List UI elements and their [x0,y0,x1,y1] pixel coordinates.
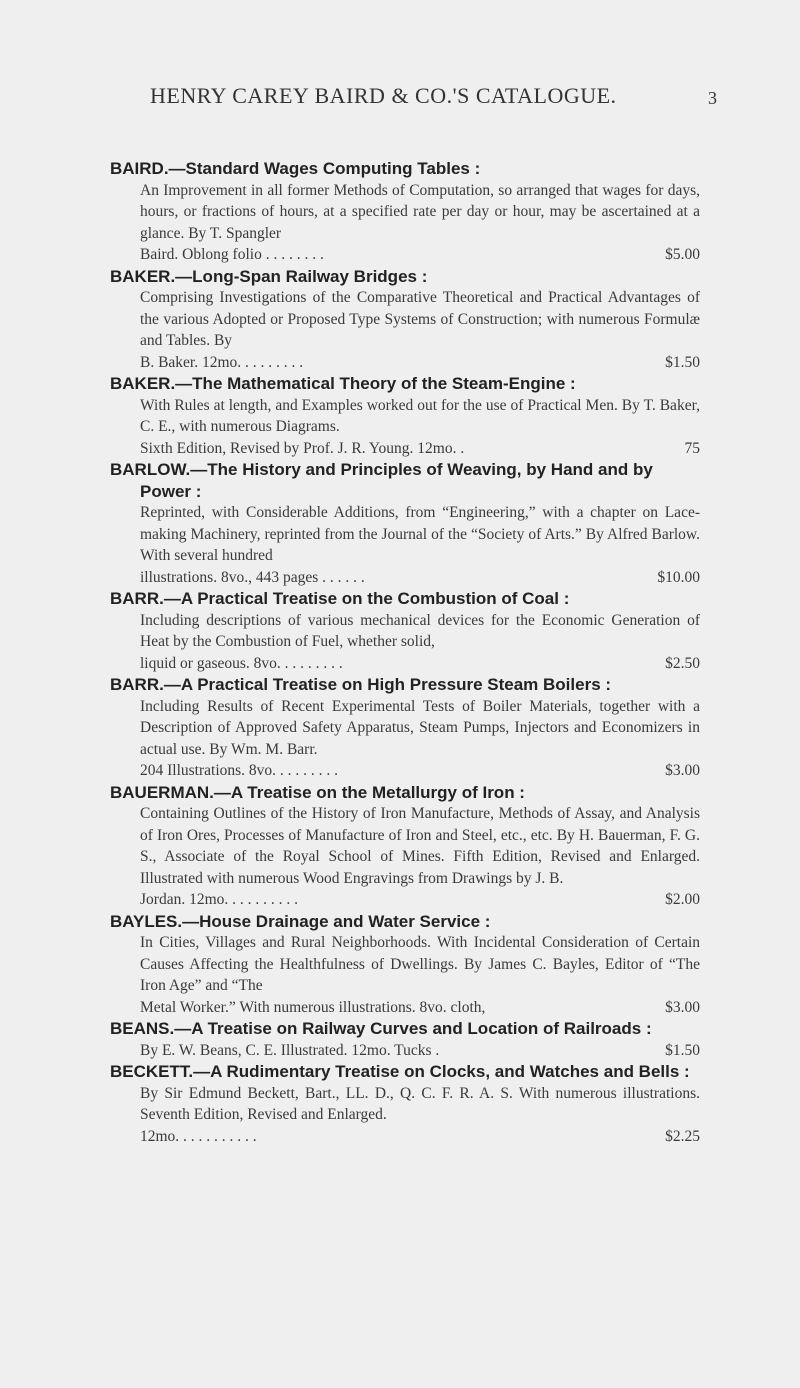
entry-price-line [140,567,700,589]
entry-price-line [140,438,700,460]
entry-price-line [140,1040,700,1062]
entry-price-line [140,889,700,911]
entry-edition: Metal Worker.” With numerous illustrations. 8vo. cloth, [140,998,486,1016]
entry-text: By Sir Edmund Beckett, Bart., LL. D., Q. C. F. R. A. S. With numerous illustrations. Seventh Edition, Revised and Enlarged. [140,1084,700,1123]
entry-price: 75 [684,439,700,457]
catalogue-entry [110,588,700,674]
entry-price: $1.50 [665,353,700,371]
entry-text: Comprising Investigations of the Comparative Theoretical and Practical Advantages of the various Adopted or Proposed Type Systems of Construction; with numerous Formulæ and Tables. By [140,289,700,349]
entry-edition: liquid or gaseous. 8vo. . . . . . . . . [140,654,343,672]
entry-heading: BEANS.—A Treatise on Railway Curves and Location of Railroads : [110,1019,652,1038]
entry-price-line [140,1126,700,1148]
entry-price-line [140,997,700,1019]
catalogue-entry [110,674,700,782]
entry-description [110,1083,700,1148]
entry-description [110,932,700,1018]
entry-heading: BARR.—A Practical Treatise on High Pressure Steam Boilers : [110,675,612,694]
entry-heading: BAKER.—The Mathematical Theory of the Steam-Engine : [110,374,576,393]
entry-description [110,803,700,911]
entry-text: In Cities, Villages and Rural Neighborhoods. With Incidental Consideration of Certain Causes Affecting the Healthfulness of Dwellings. By James C. Bayles, Editor of “The Iron Age” and “The [140,934,700,994]
entry-edition: Sixth Edition, Revised by Prof. J. R. Young. 12mo. . [140,439,465,457]
catalogue-entries [110,158,700,1147]
catalogue-entry [110,459,700,588]
entry-price-line [140,244,700,266]
entry-text: Reprinted, with Considerable Additions, from “Engineering,” with a chapter on Lace-making Machinery, reprinted from the Journal of the “Society of Arts.” By Alfred Barlow. With several hundred [140,504,700,564]
entry-description [110,502,700,588]
entry-edition: B. Baker. 12mo. . . . . . . . . [140,353,304,371]
entry-description [110,180,700,266]
entry-price: $5.00 [665,246,700,263]
entry-heading: BARR.—A Practical Treatise on the Combustion of Coal : [110,589,570,608]
entry-text: Containing Outlines of the History of Iron Manufacture, Methods of Assay, and Analysis of Iron Ores, Processes of Manufacture of Iron and Steel, etc., etc. By H. Bauerman, F. G. S., Associate of the Royal School of Mines. Fifth Edition, Revised and Enlarged. Illustrated with numerous Wood Engravings from Drawings by J. B. [140,805,700,887]
catalogue-entry [110,373,700,459]
catalogue-entry [110,266,700,374]
entry-heading: BAIRD.—Standard Wages Computing Tables : [110,159,481,178]
catalogue-entry [110,782,700,911]
entry-edition: By E. W. Beans, C. E. Illustrated. 12mo. Tucks . [140,1041,440,1059]
entry-price: $10.00 [657,568,700,586]
entry-price-line [140,352,700,374]
entry-heading: BECKETT.—A Rudimentary Treatise on Clocks, and Watches and Bells : [110,1062,690,1081]
entry-edition: Baird. Oblong folio . . . . . . . . [140,246,324,263]
entry-heading: BARLOW.—The History and Principles of Weaving, by Hand and by Power : [110,460,653,501]
entry-text: An Improvement in all former Methods of Computation, so arranged that wages for days, hours, or fractions of hours, at a specified rate per day or hour, may be ascertained at a glance. By T. Spangler [140,181,700,242]
entry-description [110,610,700,675]
entry-price-line [140,760,700,782]
catalogue-entry [110,158,700,266]
entry-heading: BAYLES.—House Drainage and Water Service : [110,911,491,931]
entry-price: $2.50 [665,654,700,672]
entry-edition: 12mo. . . . . . . . . . . [140,1127,257,1145]
entry-price: $1.50 [665,1041,700,1059]
entry-edition: Jordan. 12mo. . . . . . . . . . [140,891,299,908]
entry-description [110,395,700,460]
entry-heading: BAKER.—Long-Span Railway Bridges : [110,266,428,286]
page-number: 3 [708,88,717,108]
entry-price: $2.00 [665,891,700,908]
catalogue-entry [110,1061,700,1147]
entry-price: $3.00 [665,998,700,1016]
entry-text: Including Results of Recent Experimental Tests of Boiler Materials, together with a Description of Approved Safety Apparatus, Steam Pumps, Injectors and Economizers in actual use. By Wm. M. Barr. [140,697,700,758]
entry-text: Including descriptions of various mechanical devices for the Economic Generation of Heat by the Combustion of Fuel, whether solid, [140,611,700,650]
entry-description [110,696,700,782]
entry-description [110,287,700,373]
entry-price: $2.25 [665,1127,700,1145]
running-header: HENRY CAREY BAIRD & CO.'S CATALOGUE. [150,83,617,108]
catalogue-entry [110,911,700,1019]
entry-price-line [140,653,700,675]
entry-edition: illustrations. 8vo., 443 pages . . . . . . [140,568,365,586]
catalogue-entry [110,1018,700,1061]
entry-edition: 204 Illustrations. 8vo. . . . . . . . . [140,762,339,779]
entry-text: With Rules at length, and Examples worked out for the use of Practical Men. By T. Baker, C. E., with numerous Diagrams. [140,396,700,435]
entry-description [110,1040,700,1062]
entry-heading: BAUERMAN.—A Treatise on the Metallurgy of Iron : [110,782,525,802]
entry-price: $3.00 [665,762,700,779]
